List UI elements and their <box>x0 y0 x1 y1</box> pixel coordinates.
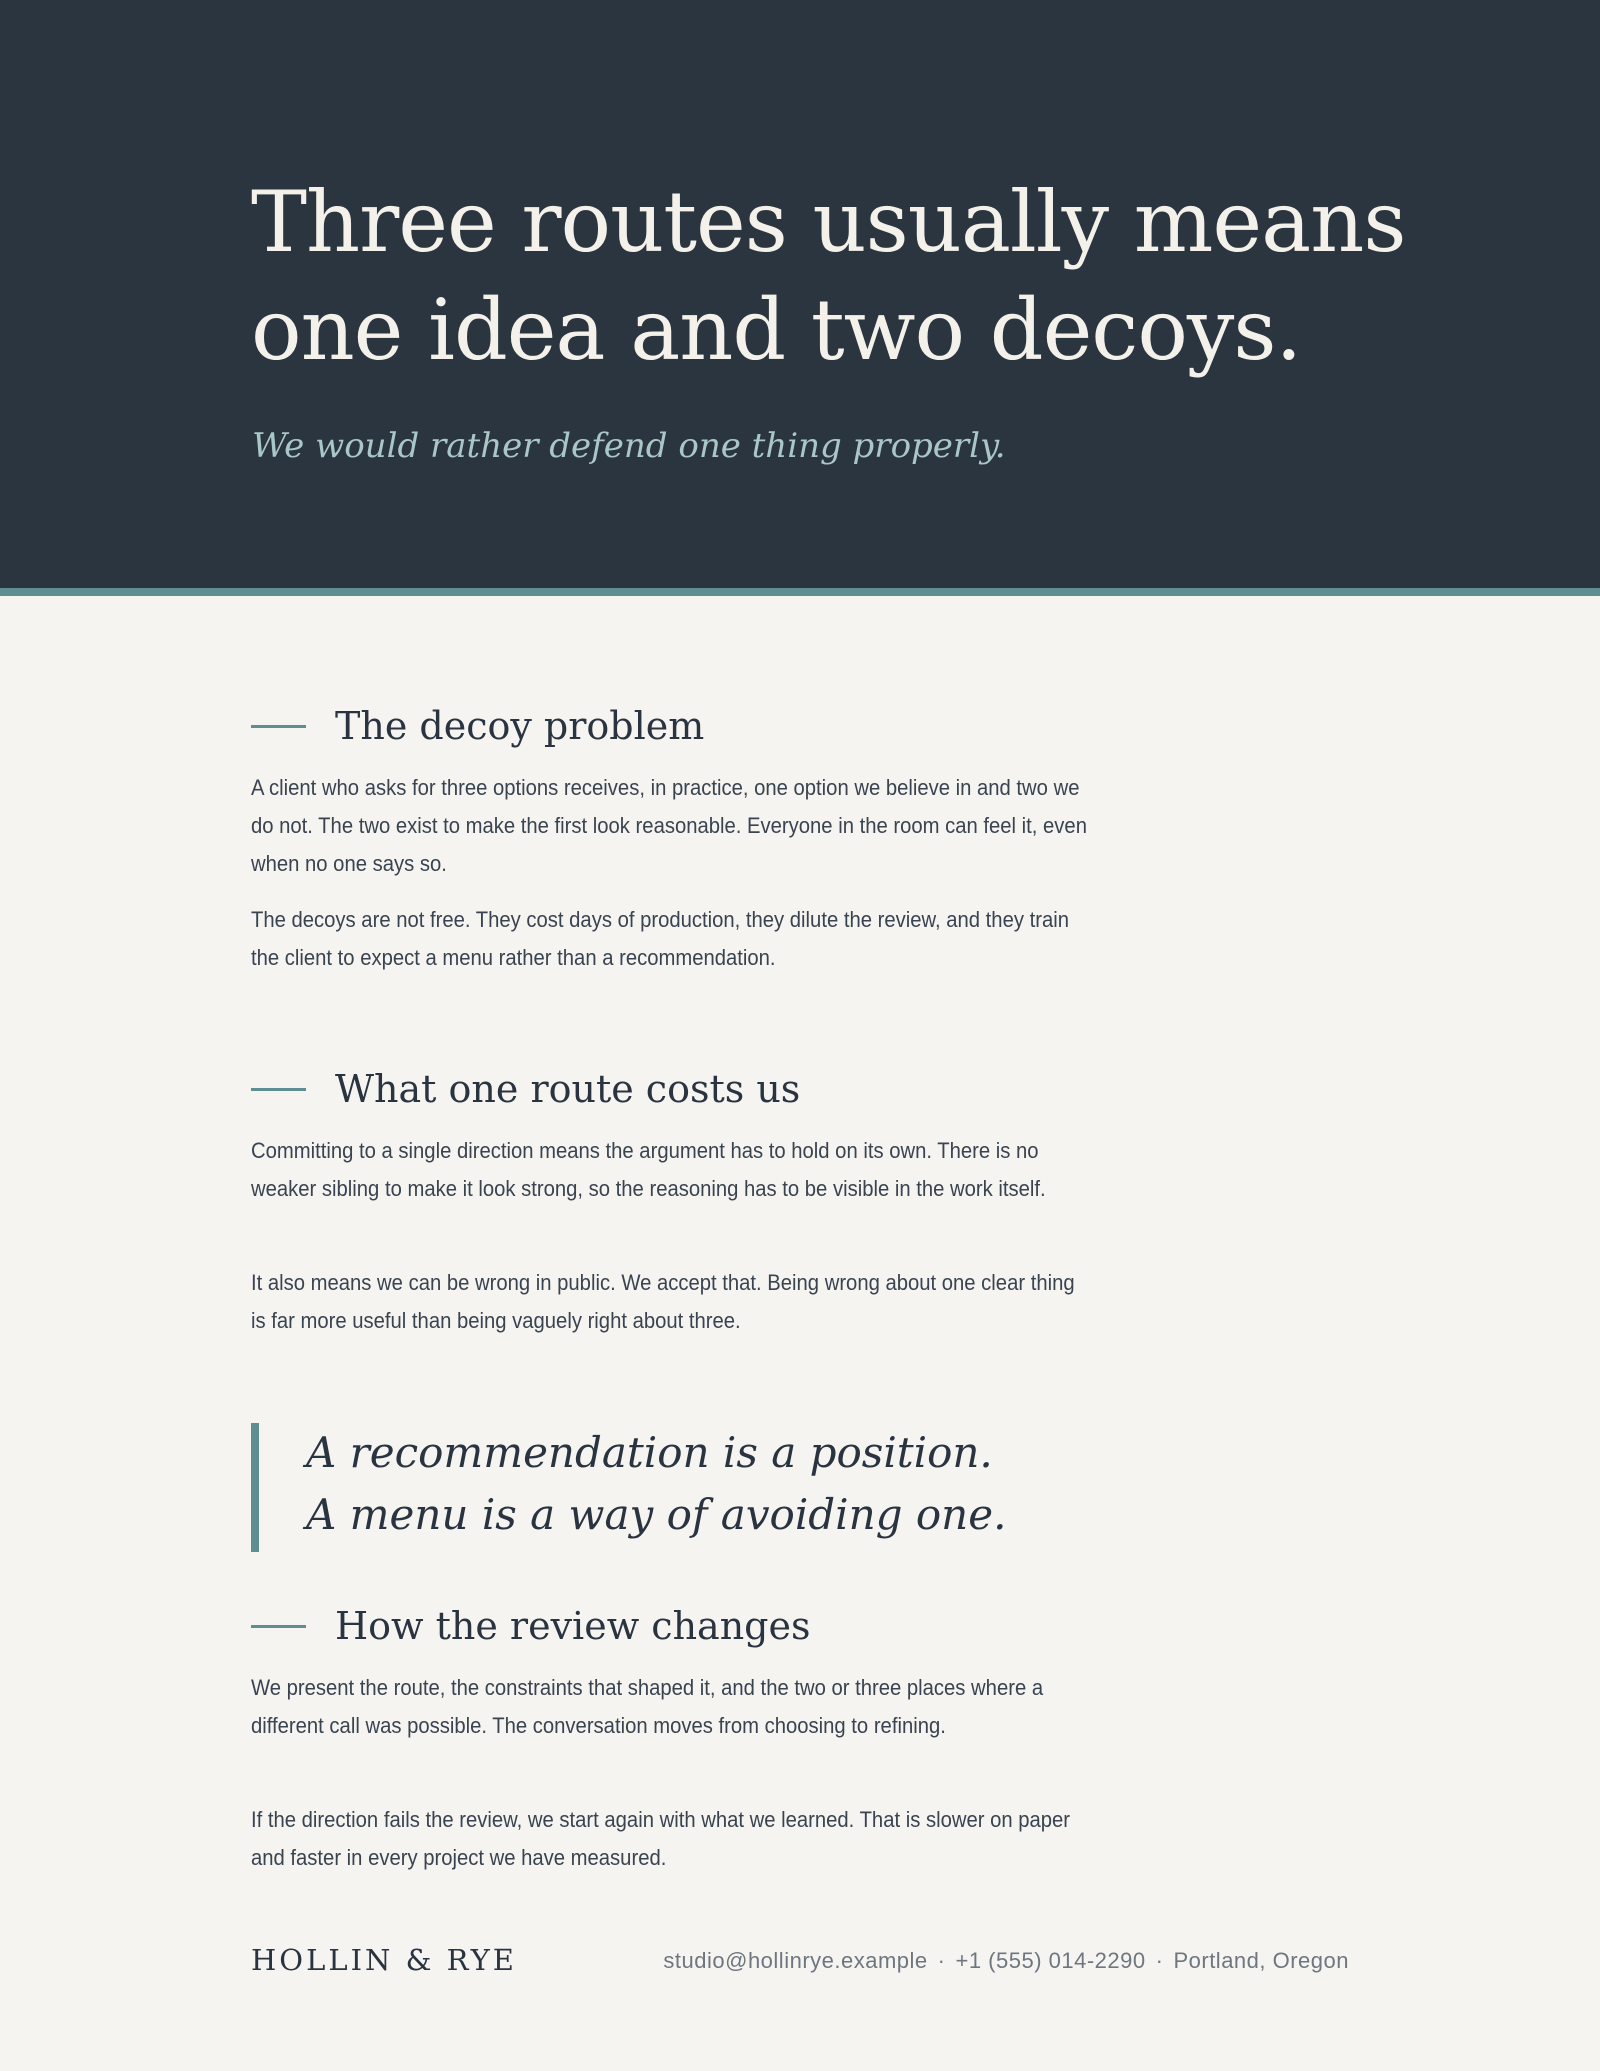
footer-separator: · <box>937 1948 946 1973</box>
section-title: What one route costs us <box>335 1067 801 1111</box>
page-title <box>251 168 1451 384</box>
footer-location: Portland, Oregon <box>1173 1948 1349 1973</box>
section-paragraph: Committing to a single direction means the argument has to hold on its own. There is no weaker sibling to make it look strong, so the reasoning has to be visible in the work itself. <box>251 1138 1046 1201</box>
hero-accent-rule <box>0 588 1600 596</box>
section-heading-review-changes <box>251 1602 811 1650</box>
footer-contact <box>663 1946 1349 1976</box>
section-paragraph: It also means we can be wrong in public. We accept that. Being wrong about one clear thing is far more useful than being vaguely right about three. <box>251 1270 1075 1333</box>
section-heading-decoy-problem <box>251 702 704 750</box>
pull-quote-line-1: A recommendation is a position. <box>306 1428 993 1477</box>
section-title: The decoy problem <box>335 704 705 748</box>
page-subtitle: We would rather defend one thing properly. <box>252 426 1006 466</box>
footer-brand-logo: HOLLIN & RYE <box>251 1943 517 1977</box>
section-paragraph: If the direction fails the review, we start again with what we learned. That is slower on paper and faster in every project we have measured. <box>251 1807 1071 1870</box>
hero-banner <box>0 0 1600 588</box>
section-title: How the review changes <box>335 1604 811 1648</box>
footer-phone[interactable]: +1 (555) 014-2290 <box>955 1948 1146 1973</box>
section-paragraph: We present the route, the constraints that shaped it, and the two or three places where a different call was possible. The conversation moves from choosing to refining. <box>251 1675 1044 1738</box>
section-paragraph: A client who asks for three options receives, in practice, one option we believe in and two we do not. The two exist to make the first look reasonable. Everyone in the room can feel it, even when no one says so. <box>251 775 1087 876</box>
pull-quote <box>251 1423 1151 1552</box>
page-title-line-2: one idea and two decoys. <box>251 281 1302 379</box>
section-heading-one-route-costs <box>251 1065 800 1113</box>
section-dash-icon <box>251 1625 306 1628</box>
section-dash-icon <box>251 1088 306 1091</box>
section-paragraph: The decoys are not free. They cost days of production, they dilute the review, and they train the client to expect a menu rather than a recommendation. <box>251 907 1069 970</box>
section-dash-icon <box>251 725 306 728</box>
footer-email[interactable]: studio@hollinrye.example <box>663 1948 928 1973</box>
footer-separator: · <box>1155 1948 1164 1973</box>
page-title-line-1: Three routes usually means <box>251 173 1406 271</box>
pull-quote-line-2: A menu is a way of avoiding one. <box>306 1490 1007 1539</box>
